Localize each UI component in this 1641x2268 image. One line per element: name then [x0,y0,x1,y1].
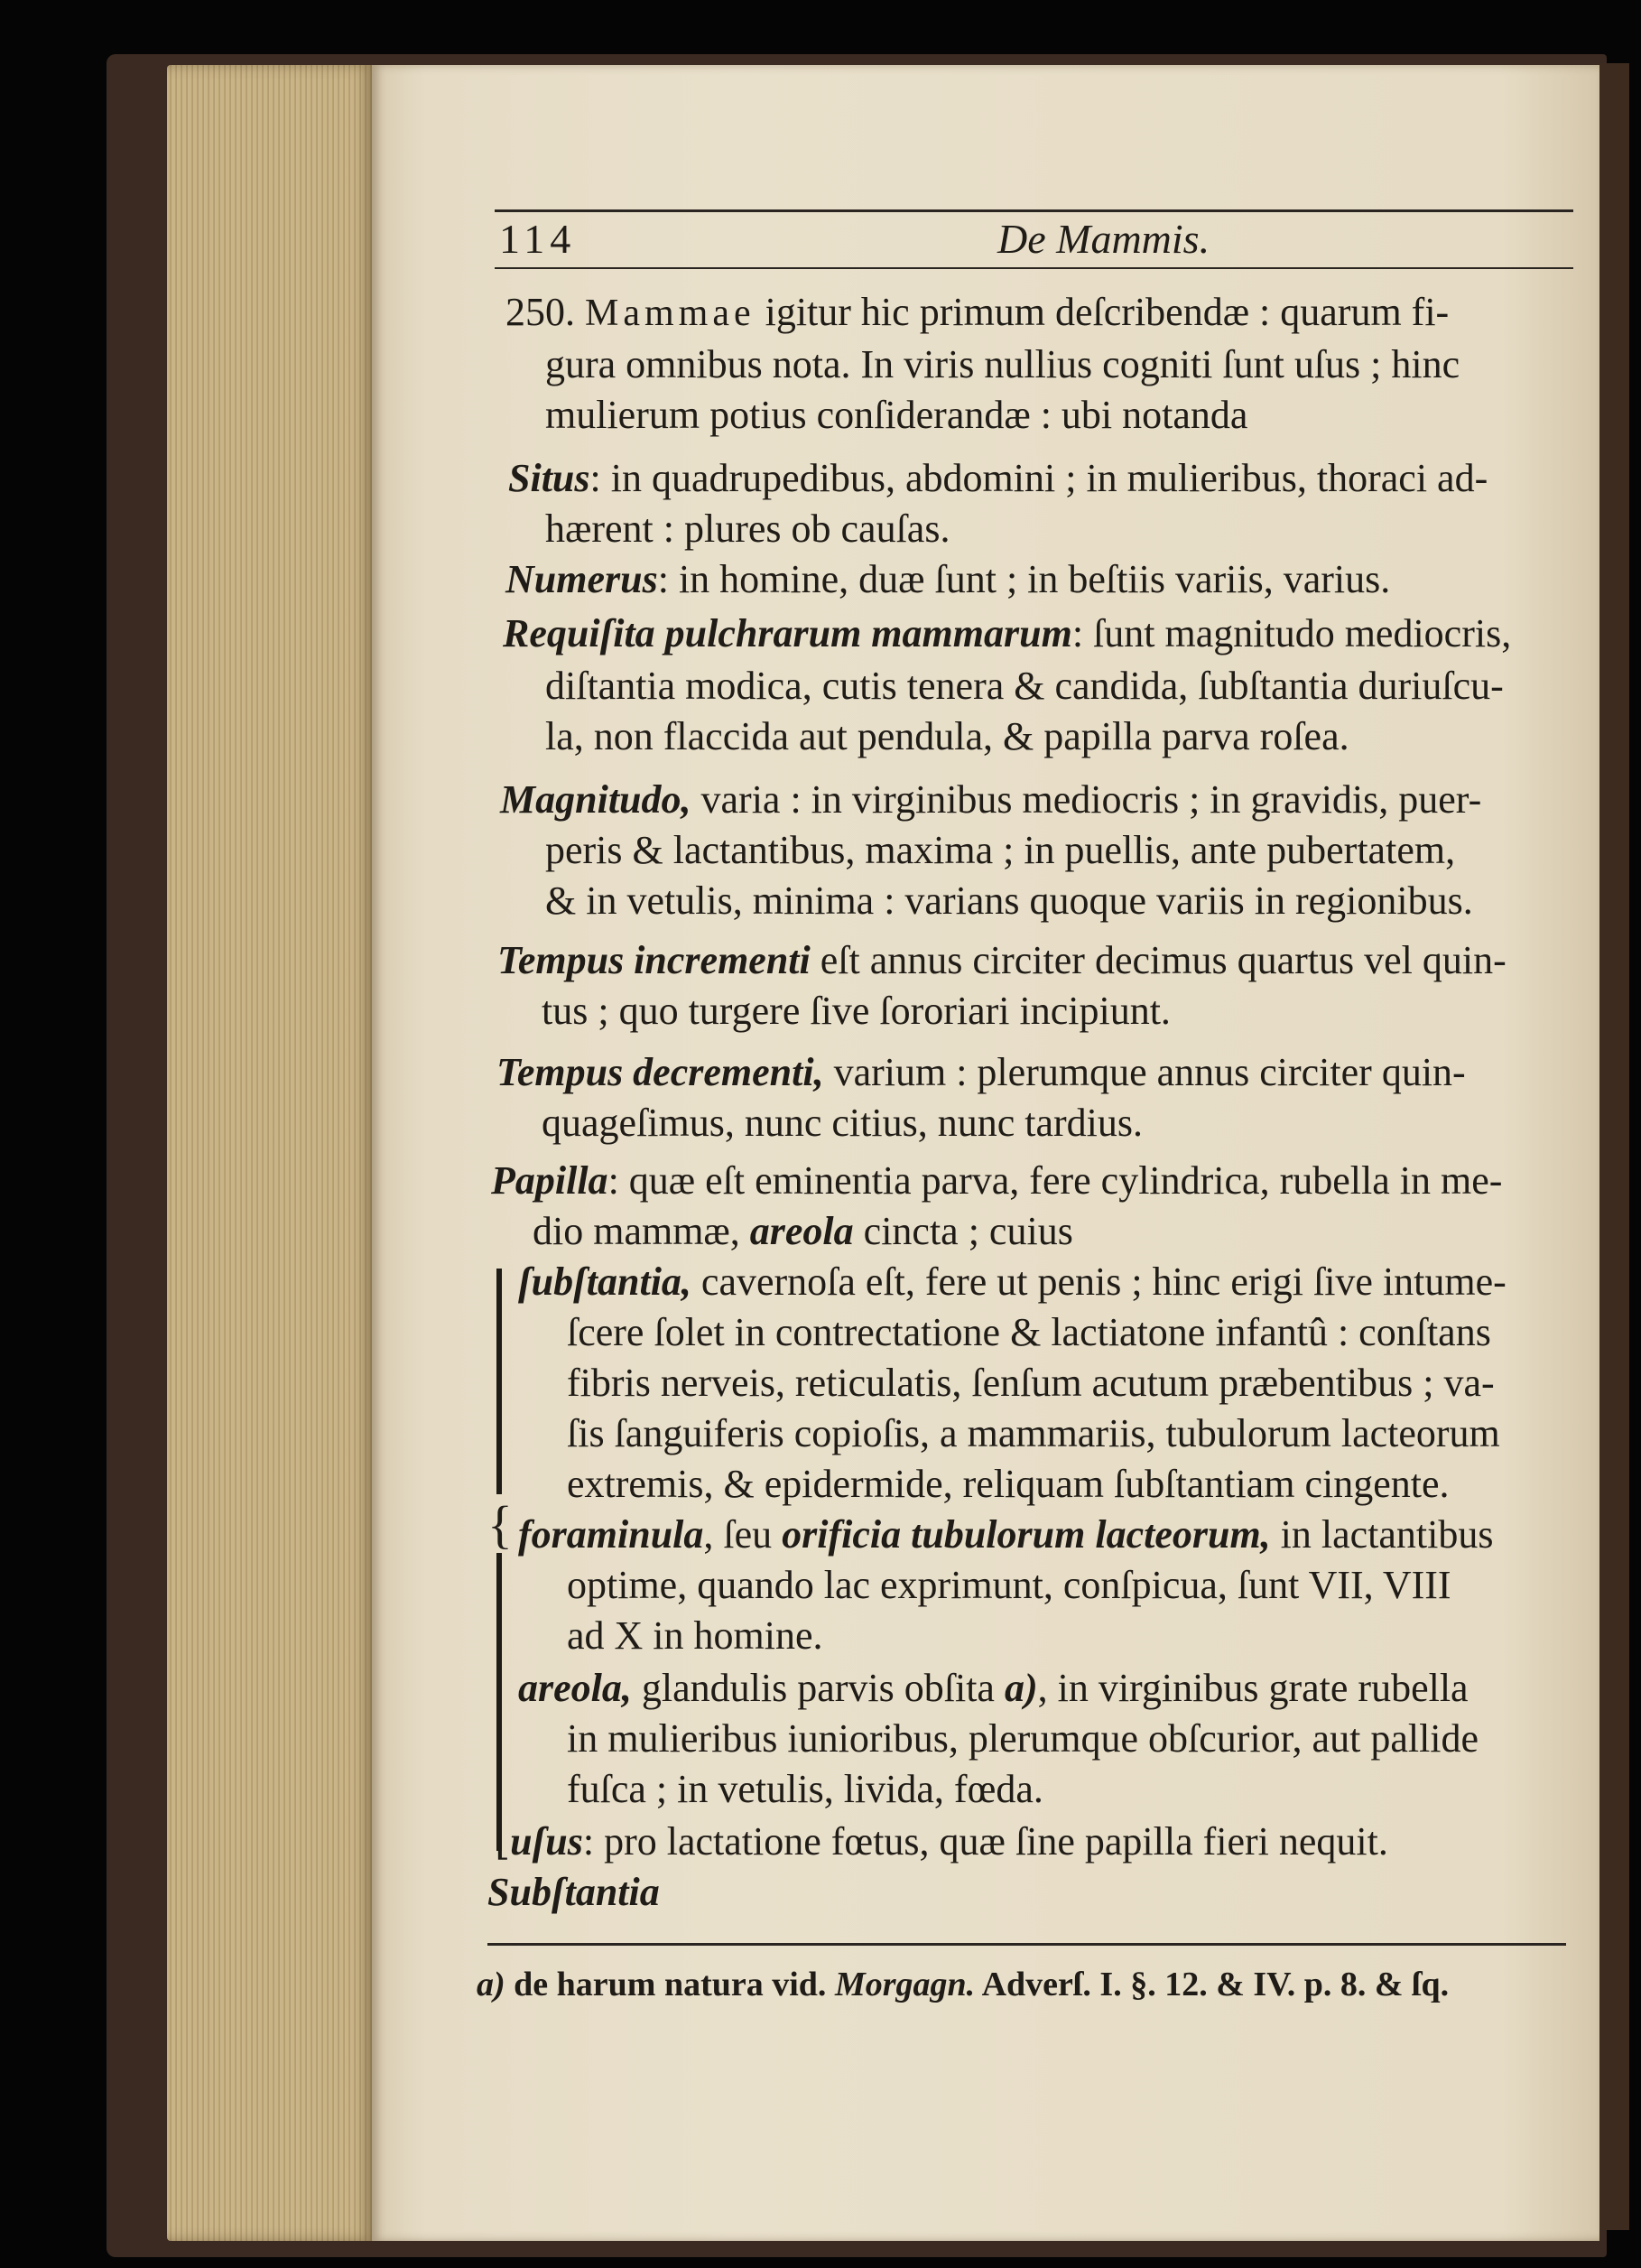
substantia-line-1 [518,1257,1507,1307]
foraminula-text-1: in lactantibus [1280,1512,1494,1557]
areola-text-1b: , in virginibus grate rubella [1037,1666,1469,1710]
substantia-line-3: fibris nerveis, reticulatis, ſenſum acutum præbentibus ; va- [567,1361,1495,1405]
bracket-substantia [496,1269,502,1494]
page-edges [167,65,375,2241]
header-rule-top [495,209,1573,212]
usus-line: ⌊uſus: pro lactatione fœtus, quæ ſine papilla fieri nequit. [495,1819,1388,1864]
footnote [477,1965,1449,2004]
requisita-line-2: diſtantia modica, cutis tenera & candida, ſubſtantia duriuſcu- [545,664,1504,708]
papilla-text-2b: cincta ; cuius [863,1209,1073,1253]
running-title: De Mammis. [997,216,1210,262]
footnote-author: Morgagn. [834,1966,976,2003]
paragraph-250-line-3: mulierum potius conſiderandæ : ubi notanda [545,393,1248,437]
header-rule-bottom [495,267,1573,269]
magnitudo-line-1 [500,775,1481,825]
foraminula-term-2: orificia tubulorum lacteorum, [782,1512,1271,1557]
catchword: Subſtantia [487,1870,660,1914]
tempus-decrementi-line-1 [496,1047,1466,1098]
numerus-line [505,554,1390,605]
footnote-text-2: Adverſ. I. §. 12. & IV. p. 8. & ſq. [981,1966,1450,2003]
section-text: igitur hic primum deſcribendæ : quarum fi- [765,290,1450,334]
section-number: 250. [505,290,575,334]
areola-term: areola, [518,1666,632,1710]
situs-line-2: hærent : plures ob cauſas. [545,507,950,551]
situs-text: : in quadrupedibus, abdomini ; in mulieribus, thoraci ad- [589,456,1488,500]
paragraph-250-line-1 [505,287,1449,339]
bracket-lower [496,1553,502,1851]
areola-text-1: glandulis parvis obſita [641,1666,995,1710]
numerus-text: : in homine, duæ ſunt ; in beſtiis variis, varius. [657,557,1391,601]
substantia-line-2: ſcere ſolet in contrectatione & lactiatone infantû : conſtans [567,1310,1491,1354]
tempus-incrementi-text: eſt annus circiter decimus quartus vel quin- [820,938,1507,982]
foraminula-line-2: optime, quando lac exprimunt, conſpicua, ſunt VII, VIII [567,1563,1451,1607]
situs-term: Situs [508,456,590,500]
usus-text: : pro lactatione fœtus, quæ ſine papilla fieri nequit. [582,1819,1388,1864]
papilla-text: : quæ eſt eminentia parva, fere cylindrica, rubella in me- [607,1158,1503,1203]
magnitudo-term: Magnitudo, [500,777,691,822]
papilla-line-2 [533,1206,1073,1257]
tempus-decrementi-text: varium : plerumque annus circiter quin- [833,1050,1466,1094]
tempus-decrementi-term: Tempus decrementi, [496,1050,824,1094]
areola-line-1 [518,1663,1469,1714]
substantia-term: ſubſtantia, [518,1259,691,1304]
areola-note-mark: a) [1004,1666,1038,1710]
papilla-text-2a: dio mammæ, [533,1209,740,1253]
foraminula-line-1 [518,1510,1494,1560]
foraminula-mid: , ſeu [703,1512,773,1557]
tempus-incrementi-term: Tempus incrementi [497,938,811,982]
requisita-line-1 [503,609,1511,659]
requisita-term: Requiſita pulchrarum mammarum [503,611,1072,655]
substantia-line-4: ſis ſanguiferis copioſis, a mammariis, tubulorum lacteorum [567,1411,1500,1455]
paragraph-250-line-2: gura omnibus nota. In viris nullius cogniti ſunt uſus ; hinc [545,342,1460,386]
footnote-mark: a) [477,1966,505,2003]
foraminula-term: foraminula [518,1512,704,1557]
requisita-text: : ſunt magnitudo mediocris, [1071,611,1512,655]
footnote-rule [487,1943,1566,1946]
magnitudo-line-2: peris & lactantibus, maxima ; in puellis, ante pubertatem, [545,828,1456,872]
footnote-text-1: de harum natura vid. [514,1966,827,2003]
foraminula-line-3: ad X in homine. [567,1613,823,1658]
page-number: 114 [499,216,577,262]
substantia-text-1: cavernoſa eſt, fere ut penis ; hinc erigi ſive intume- [700,1259,1507,1304]
brace-center: { [487,1495,513,1554]
substantia-line-5: extremis, & epidermide, reliquam ſubſtantiam cingente. [567,1462,1450,1506]
tempus-incrementi-line-2: tus ; quo turgere ſive ſororiari incipiunt. [542,989,1171,1033]
situs-line-1 [508,453,1488,504]
papilla-line-1 [491,1156,1502,1206]
areola-line-2: in mulieribus iunioribus, plerumque obſcurior, aut pallide [567,1716,1479,1761]
magnitudo-line-3: & in vetulis, minima : varians quoque variis in regionibus. [545,878,1473,923]
papilla-term: Papilla [491,1158,608,1203]
section-heading: Mammae [585,293,756,334]
areola-line-3: fuſca ; in vetulis, livida, fœda. [567,1767,1043,1811]
tempus-decrementi-line-2: quageſimus, nunc citius, nunc tardius. [542,1101,1143,1145]
magnitudo-text: varia : in virginibus mediocris ; in gravidis, puer- [700,777,1482,822]
tempus-incrementi-line-1 [497,935,1507,986]
numerus-term: Numerus [505,557,658,601]
usus-term: uſus [510,1819,583,1864]
papilla-areola-term: areola [749,1209,854,1253]
requisita-line-3: la, non flaccida aut pendula, & papilla parva roſea. [545,714,1349,758]
